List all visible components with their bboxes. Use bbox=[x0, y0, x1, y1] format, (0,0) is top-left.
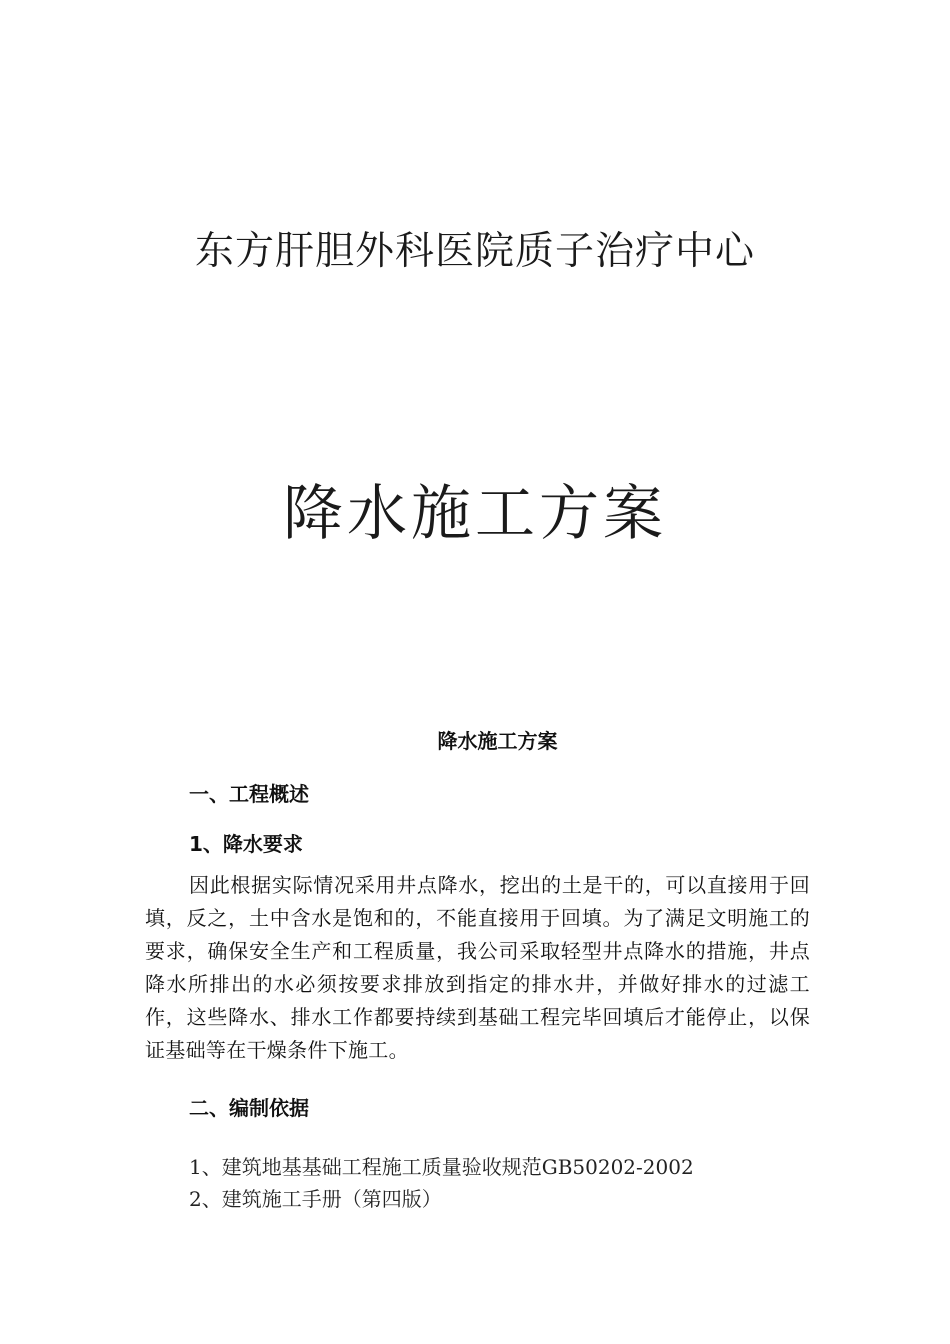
reference-item: 2、建筑施工手册（第四版） bbox=[189, 1187, 442, 1211]
organization-title: 东方肝胆外科医院质子治疗中心 bbox=[194, 229, 755, 274]
section-heading-overview: 一、工程概述 bbox=[189, 782, 309, 806]
document-body bbox=[145, 723, 810, 1215]
body-title: 降水施工方案 bbox=[437, 729, 558, 753]
reference-item: 1、建筑地基基础工程施工质量验收规范GB50202-2002 bbox=[189, 1155, 694, 1179]
section-heading-basis: 二、编制依据 bbox=[189, 1096, 309, 1120]
main-title: 降水施工方案 bbox=[283, 479, 667, 549]
subsection-heading-requirements: 1、降水要求 bbox=[189, 832, 303, 856]
reference-list bbox=[145, 1151, 810, 1215]
requirements-paragraph: 因此根据实际情况采用井点降水，挖出的土是干的，可以直接用于回填，反之，土中含水是饱和的，不能直接用于回填。为了满足文明施工的要求，确保安全生产和工程质量，我公司采取轻型井点降水的措施，井点降水所排出的水必须按要求排放到指定的排水井，并做好排水的过滤工作，这些降水、排水工作都要持续到基础工程完毕回填后才能停止，以保证基础等在干燥条件下施工。 bbox=[145, 873, 810, 1062]
